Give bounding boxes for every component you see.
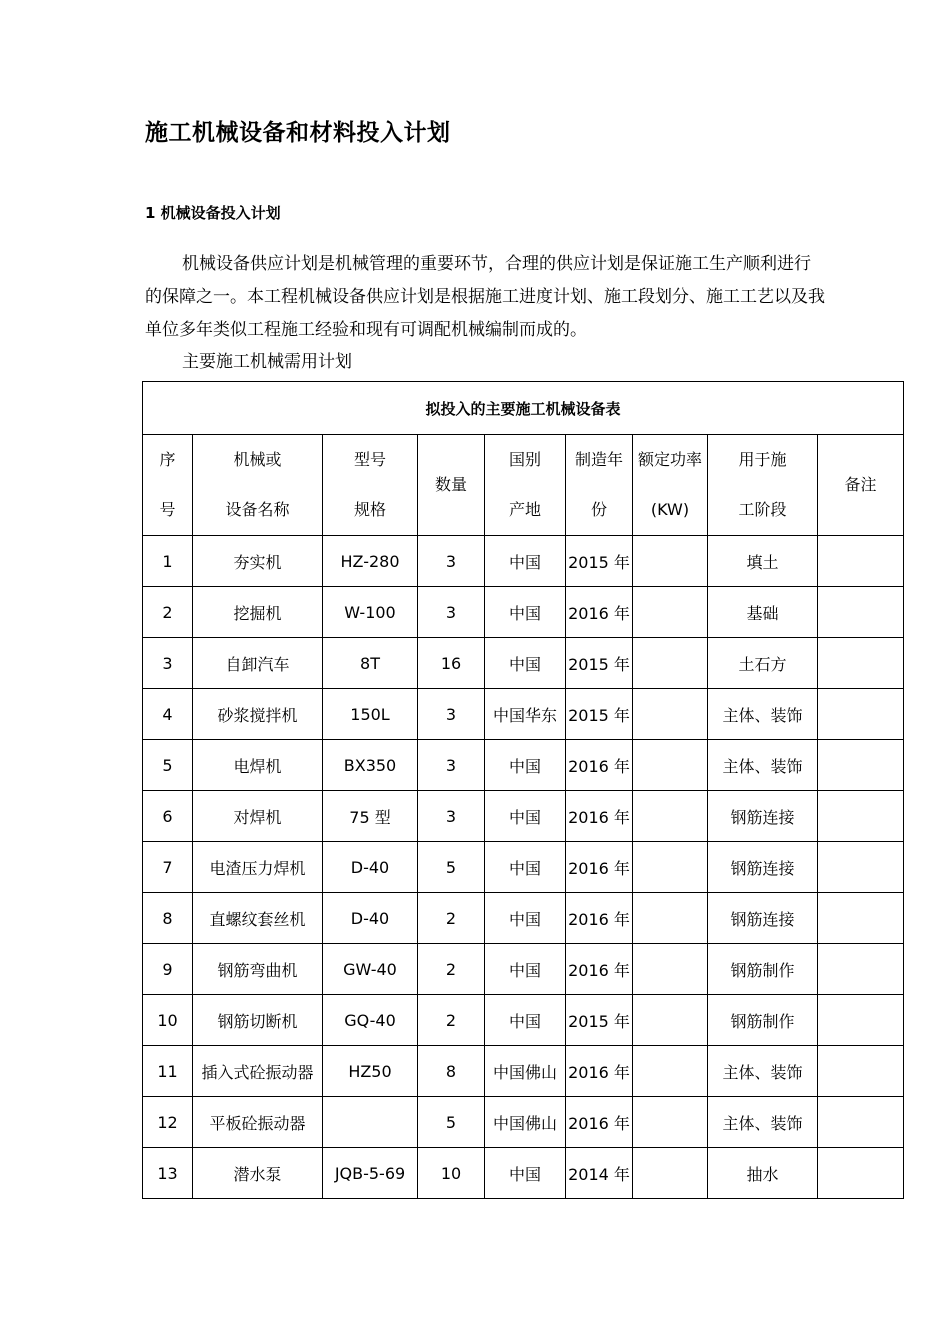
cell-index: 4: [143, 689, 193, 740]
cell-remark: [818, 1046, 904, 1097]
cell-model-spec: GW-40: [323, 944, 418, 995]
header-row: [143, 435, 904, 536]
header-manufacture-year: [566, 435, 633, 536]
cell-quantity: 2: [418, 995, 485, 1046]
cell-model-spec: JQB-5-69: [323, 1148, 418, 1199]
cell-rated-power: [633, 638, 708, 689]
cell-index: 5: [143, 740, 193, 791]
cell-index: 2: [143, 587, 193, 638]
cell-index: 9: [143, 944, 193, 995]
table-title: 拟投入的主要施工机械设备表: [143, 382, 904, 435]
cell-manufacture-year: 2016 年: [566, 740, 633, 791]
cell-machine-name: 平板砼振动器: [193, 1097, 323, 1148]
cell-remark: [818, 791, 904, 842]
cell-rated-power: [633, 893, 708, 944]
table-row: [143, 1097, 904, 1148]
cell-work-stage: 钢筋连接: [708, 791, 818, 842]
cell-manufacture-year: 2016 年: [566, 944, 633, 995]
table-row: [143, 638, 904, 689]
cell-model-spec: D-40: [323, 893, 418, 944]
cell-manufacture-year: 2015 年: [566, 536, 633, 587]
cell-work-stage: 主体、装饰: [708, 689, 818, 740]
header-work-stage: [708, 435, 818, 536]
cell-quantity: 3: [418, 791, 485, 842]
header-line-1: 国别: [508, 450, 541, 469]
cell-model-spec: HZ50: [323, 1046, 418, 1097]
cell-model-spec: [323, 1097, 418, 1148]
table-row: [143, 1046, 904, 1097]
cell-model-spec: W-100: [323, 587, 418, 638]
cell-quantity: 8: [418, 1046, 485, 1097]
cell-quantity: 5: [418, 842, 485, 893]
cell-remark: [818, 638, 904, 689]
header-line-1: 制造年: [574, 450, 623, 469]
table-caption: 主要施工机械需用计划: [182, 352, 352, 372]
table-row: [143, 791, 904, 842]
cell-index: 7: [143, 842, 193, 893]
cell-rated-power: [633, 791, 708, 842]
cell-model-spec: HZ-280: [323, 536, 418, 587]
header-line-1: 备注: [844, 475, 877, 494]
header-quantity: [418, 435, 485, 536]
cell-origin: 中国: [485, 791, 566, 842]
cell-model-spec: 75 型: [323, 791, 418, 842]
cell-rated-power: [633, 842, 708, 893]
header-line-2: 产地: [508, 500, 541, 519]
header-line-2: 份: [590, 500, 607, 519]
cell-rated-power: [633, 1148, 708, 1199]
cell-work-stage: 钢筋连接: [708, 842, 818, 893]
cell-index: 6: [143, 791, 193, 842]
cell-work-stage: 填土: [708, 536, 818, 587]
cell-manufacture-year: 2016 年: [566, 791, 633, 842]
cell-index: 1: [143, 536, 193, 587]
cell-manufacture-year: 2016 年: [566, 842, 633, 893]
cell-rated-power: [633, 740, 708, 791]
header-line-2: (KW): [650, 500, 690, 519]
cell-manufacture-year: 2015 年: [566, 638, 633, 689]
header-line-2: 号: [159, 500, 176, 519]
cell-model-spec: 150L: [323, 689, 418, 740]
cell-rated-power: [633, 689, 708, 740]
cell-origin: 中国: [485, 944, 566, 995]
page-title: 施工机械设备和材料投入计划: [145, 120, 451, 146]
header-line-1: 机械或: [233, 450, 282, 469]
table-row: [143, 995, 904, 1046]
cell-work-stage: 主体、装饰: [708, 740, 818, 791]
cell-index: 11: [143, 1046, 193, 1097]
table-row: [143, 689, 904, 740]
cell-quantity: 3: [418, 587, 485, 638]
cell-machine-name: 挖掘机: [193, 587, 323, 638]
cell-origin: 中国: [485, 893, 566, 944]
cell-origin: 中国: [485, 842, 566, 893]
cell-model-spec: 8T: [323, 638, 418, 689]
cell-machine-name: 钢筋弯曲机: [193, 944, 323, 995]
cell-quantity: 16: [418, 638, 485, 689]
cell-origin: 中国: [485, 1148, 566, 1199]
cell-work-stage: 钢筋制作: [708, 944, 818, 995]
header-line-2: 设备名称: [225, 500, 290, 519]
cell-machine-name: 直螺纹套丝机: [193, 893, 323, 944]
cell-manufacture-year: 2016 年: [566, 587, 633, 638]
cell-quantity: 2: [418, 944, 485, 995]
cell-remark: [818, 587, 904, 638]
cell-quantity: 3: [418, 536, 485, 587]
cell-origin: 中国: [485, 638, 566, 689]
header-line-1: 用于施: [738, 450, 787, 469]
cell-rated-power: [633, 536, 708, 587]
cell-machine-name: 插入式砼振动器: [193, 1046, 323, 1097]
table-row: [143, 893, 904, 944]
cell-manufacture-year: 2016 年: [566, 893, 633, 944]
header-rated-power: [633, 435, 708, 536]
cell-index: 8: [143, 893, 193, 944]
cell-manufacture-year: 2015 年: [566, 689, 633, 740]
header-model-spec: [323, 435, 418, 536]
cell-machine-name: 钢筋切断机: [193, 995, 323, 1046]
cell-index: 3: [143, 638, 193, 689]
cell-machine-name: 对焊机: [193, 791, 323, 842]
cell-machine-name: 夯实机: [193, 536, 323, 587]
cell-rated-power: [633, 995, 708, 1046]
cell-work-stage: 基础: [708, 587, 818, 638]
table-row: [143, 536, 904, 587]
cell-origin: 中国佛山: [485, 1046, 566, 1097]
cell-machine-name: 砂浆搅拌机: [193, 689, 323, 740]
cell-manufacture-year: 2016 年: [566, 1046, 633, 1097]
cell-manufacture-year: 2015 年: [566, 995, 633, 1046]
cell-quantity: 3: [418, 689, 485, 740]
cell-manufacture-year: 2014 年: [566, 1148, 633, 1199]
cell-work-stage: 钢筋制作: [708, 995, 818, 1046]
intro-paragraph: [145, 248, 825, 347]
cell-remark: [818, 1148, 904, 1199]
cell-machine-name: 自卸汽车: [193, 638, 323, 689]
cell-origin: 中国华东: [485, 689, 566, 740]
cell-remark: [818, 944, 904, 995]
header-origin: [485, 435, 566, 536]
equipment-table: [142, 381, 904, 1199]
cell-remark: [818, 893, 904, 944]
cell-rated-power: [633, 1046, 708, 1097]
cell-remark: [818, 740, 904, 791]
cell-work-stage: 主体、装饰: [708, 1097, 818, 1148]
cell-work-stage: 土石方: [708, 638, 818, 689]
cell-quantity: 10: [418, 1148, 485, 1199]
cell-machine-name: 潜水泵: [193, 1148, 323, 1199]
cell-remark: [818, 1097, 904, 1148]
cell-model-spec: D-40: [323, 842, 418, 893]
cell-origin: 中国: [485, 587, 566, 638]
header-machine-name: [193, 435, 323, 536]
table-row: [143, 1148, 904, 1199]
cell-model-spec: GQ-40: [323, 995, 418, 1046]
header-line-1: 型号: [353, 450, 386, 469]
cell-rated-power: [633, 1097, 708, 1148]
intro-paragraph-text: 机械设备供应计划是机械管理的重要环节，合理的供应计划是保证施工生产顺利进行的保障之一。本工程机械设备供应计划是根据施工进度计划、施工段划分、施工工艺以及我单位多年类似工程施工经验和现有可调配机械编制而成的。: [145, 254, 825, 340]
cell-index: 13: [143, 1148, 193, 1199]
table-row: [143, 587, 904, 638]
cell-quantity: 5: [418, 1097, 485, 1148]
section-heading: 1 机械设备投入计划: [145, 204, 281, 222]
cell-work-stage: 主体、装饰: [708, 1046, 818, 1097]
cell-remark: [818, 689, 904, 740]
cell-remark: [818, 995, 904, 1046]
cell-index: 10: [143, 995, 193, 1046]
cell-quantity: 3: [418, 740, 485, 791]
header-remark: [818, 435, 904, 536]
cell-remark: [818, 536, 904, 587]
header-index: [143, 435, 193, 536]
header-line-1: 序: [159, 450, 176, 469]
cell-rated-power: [633, 587, 708, 638]
cell-origin: 中国佛山: [485, 1097, 566, 1148]
header-line-1: 额定功率: [637, 450, 702, 469]
cell-manufacture-year: 2016 年: [566, 1097, 633, 1148]
cell-machine-name: 电渣压力焊机: [193, 842, 323, 893]
cell-origin: 中国: [485, 740, 566, 791]
header-line-2: 规格: [353, 500, 386, 519]
header-line-1: 数量: [434, 475, 467, 494]
cell-work-stage: 钢筋连接: [708, 893, 818, 944]
cell-rated-power: [633, 944, 708, 995]
cell-remark: [818, 842, 904, 893]
cell-origin: 中国: [485, 536, 566, 587]
cell-work-stage: 抽水: [708, 1148, 818, 1199]
header-line-2: 工阶段: [738, 500, 787, 519]
table-row: [143, 944, 904, 995]
cell-index: 12: [143, 1097, 193, 1148]
cell-origin: 中国: [485, 995, 566, 1046]
table-row: [143, 740, 904, 791]
cell-model-spec: BX350: [323, 740, 418, 791]
cell-machine-name: 电焊机: [193, 740, 323, 791]
table-row: [143, 842, 904, 893]
cell-quantity: 2: [418, 893, 485, 944]
